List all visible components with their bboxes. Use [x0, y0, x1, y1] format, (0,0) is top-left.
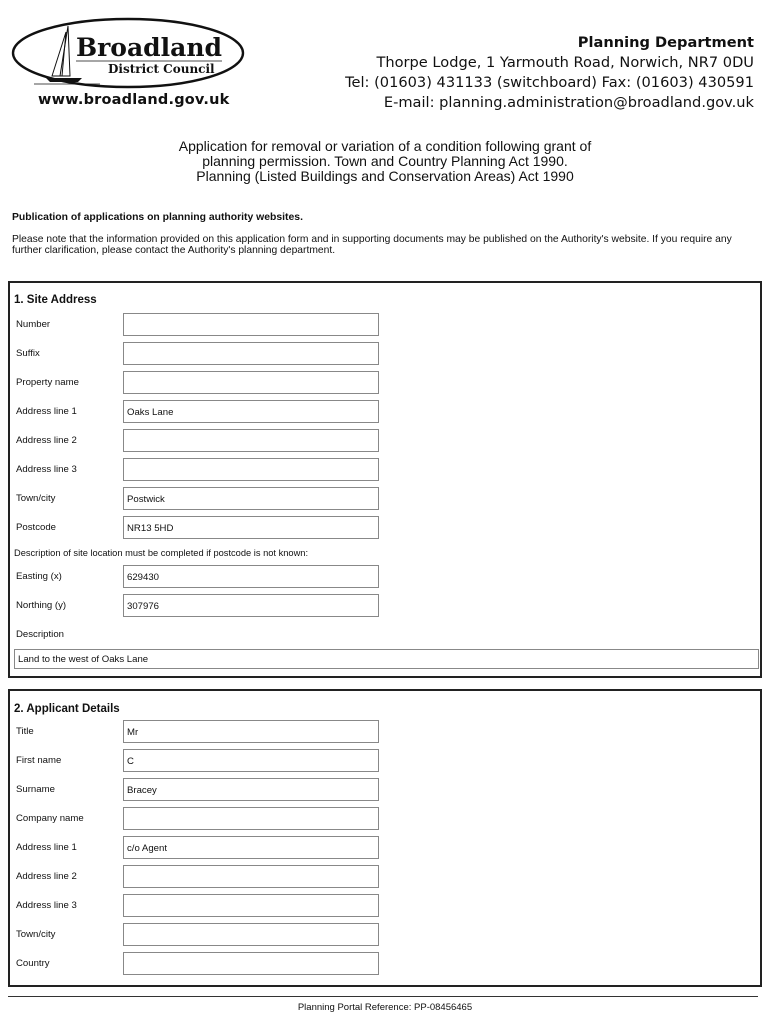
field-row-address-line-1	[10, 399, 760, 425]
field-row-first-name	[10, 748, 760, 774]
postcode-field[interactable]: NR13 5HD	[123, 516, 379, 539]
site-address-section	[8, 281, 762, 678]
field-label: First name	[16, 755, 62, 766]
suffix-field[interactable]	[123, 342, 379, 365]
field-label: Suffix	[16, 348, 40, 359]
surname-field[interactable]: Bracey	[123, 778, 379, 801]
address-line-3-field[interactable]	[123, 458, 379, 481]
field-label: Easting (x)	[16, 571, 62, 582]
field-row-address-line-2	[10, 428, 760, 454]
section-title: 2. Applicant Details	[14, 703, 120, 715]
field-label: Title	[16, 726, 34, 737]
description-field[interactable]: Land to the west of Oaks Lane	[14, 649, 759, 669]
field-label: Address line 2	[16, 435, 77, 446]
form-title	[0, 139, 770, 184]
field-row-easting	[10, 564, 760, 590]
field-row-postcode	[10, 515, 760, 541]
logo-subtitle: District Council	[108, 62, 215, 76]
field-label: Town/city	[16, 929, 56, 940]
department-phone: Tel: (01603) 431133 (switchboard) Fax: (01603) 430591	[345, 74, 754, 91]
department-name: Planning Department	[577, 34, 754, 51]
field-row-address-line-3	[10, 457, 760, 483]
field-row-surname	[10, 777, 760, 803]
footer-divider	[8, 996, 758, 997]
applicant-address-line-1-field[interactable]: c/o Agent	[123, 836, 379, 859]
field-row-company-name	[10, 806, 760, 832]
department-email[interactable]: E-mail: planning.administration@broadland.gov.uk	[383, 94, 754, 111]
field-label: Country	[16, 958, 50, 969]
field-row-address-line-3	[10, 893, 760, 919]
field-label: Number	[16, 319, 51, 330]
field-label: Address line 3	[16, 900, 77, 911]
applicant-address-line-2-field[interactable]	[123, 865, 379, 888]
field-row-address-line-1	[10, 835, 760, 861]
address-line-1-field[interactable]: Oaks Lane	[123, 400, 379, 423]
field-row-number	[10, 312, 760, 338]
address-line-2-field[interactable]	[123, 429, 379, 452]
easting-field[interactable]: 629430	[123, 565, 379, 588]
field-label: Northing (y)	[16, 600, 67, 611]
company-name-field[interactable]	[123, 807, 379, 830]
field-label: Description	[16, 629, 64, 640]
northing-field[interactable]: 307976	[123, 594, 379, 617]
town-city-field[interactable]: Postwick	[123, 487, 379, 510]
publication-heading: Publication of applications on planning authority websites.	[12, 212, 303, 223]
field-label: Address line 1	[16, 842, 77, 853]
department-address: Thorpe Lodge, 1 Yarmouth Road, Norwich, NR7 0DU	[376, 54, 754, 71]
site-location-note: Description of site location must be completed if postcode is not known:	[14, 548, 309, 558]
field-label: Surname	[16, 784, 55, 795]
website-url[interactable]: www.broadland.gov.uk	[38, 92, 230, 108]
number-field[interactable]	[123, 313, 379, 336]
field-row-property-name	[10, 370, 760, 396]
title-field[interactable]: Mr	[123, 720, 379, 743]
form-title-line-3: Planning (Listed Buildings and Conservation Areas) Act 1990	[196, 168, 574, 184]
field-row-address-line-2	[10, 864, 760, 890]
field-row-suffix	[10, 341, 760, 367]
logo-name: Broadland	[76, 33, 223, 62]
field-row-description	[10, 622, 760, 648]
field-row-northing	[10, 593, 760, 619]
section-title: 1. Site Address	[14, 294, 97, 306]
field-label: Postcode	[16, 522, 57, 533]
field-label: Address line 3	[16, 464, 77, 475]
field-label: Address line 2	[16, 871, 77, 882]
applicant-details-section	[8, 689, 762, 987]
country-field[interactable]	[123, 952, 379, 975]
property-name-field[interactable]	[123, 371, 379, 394]
broadland-logo	[10, 16, 246, 90]
field-row-town-city	[10, 486, 760, 512]
field-label: Property name	[16, 377, 79, 388]
field-row-country	[10, 951, 760, 977]
applicant-address-line-3-field[interactable]	[123, 894, 379, 917]
field-label: Address line 1	[16, 406, 77, 417]
field-label: Company name	[16, 813, 84, 824]
publication-notice: Please note that the information provided on this application form and in supporting documents may be published on the Authority's website. If you require any further clarification, please contact the Authority's planning department.	[12, 234, 732, 256]
applicant-town-city-field[interactable]	[123, 923, 379, 946]
field-row-town-city	[10, 922, 760, 948]
field-label: Town/city	[16, 493, 56, 504]
form-title-line-1: Application for removal or variation of a condition following grant of	[178, 138, 592, 154]
form-title-line-2: planning permission. Town and Country Planning Act 1990.	[202, 153, 568, 169]
portal-reference: Planning Portal Reference: PP-08456465	[297, 1002, 473, 1013]
department-contact	[345, 33, 754, 113]
field-row-title	[10, 719, 760, 745]
first-name-field[interactable]: C	[123, 749, 379, 772]
